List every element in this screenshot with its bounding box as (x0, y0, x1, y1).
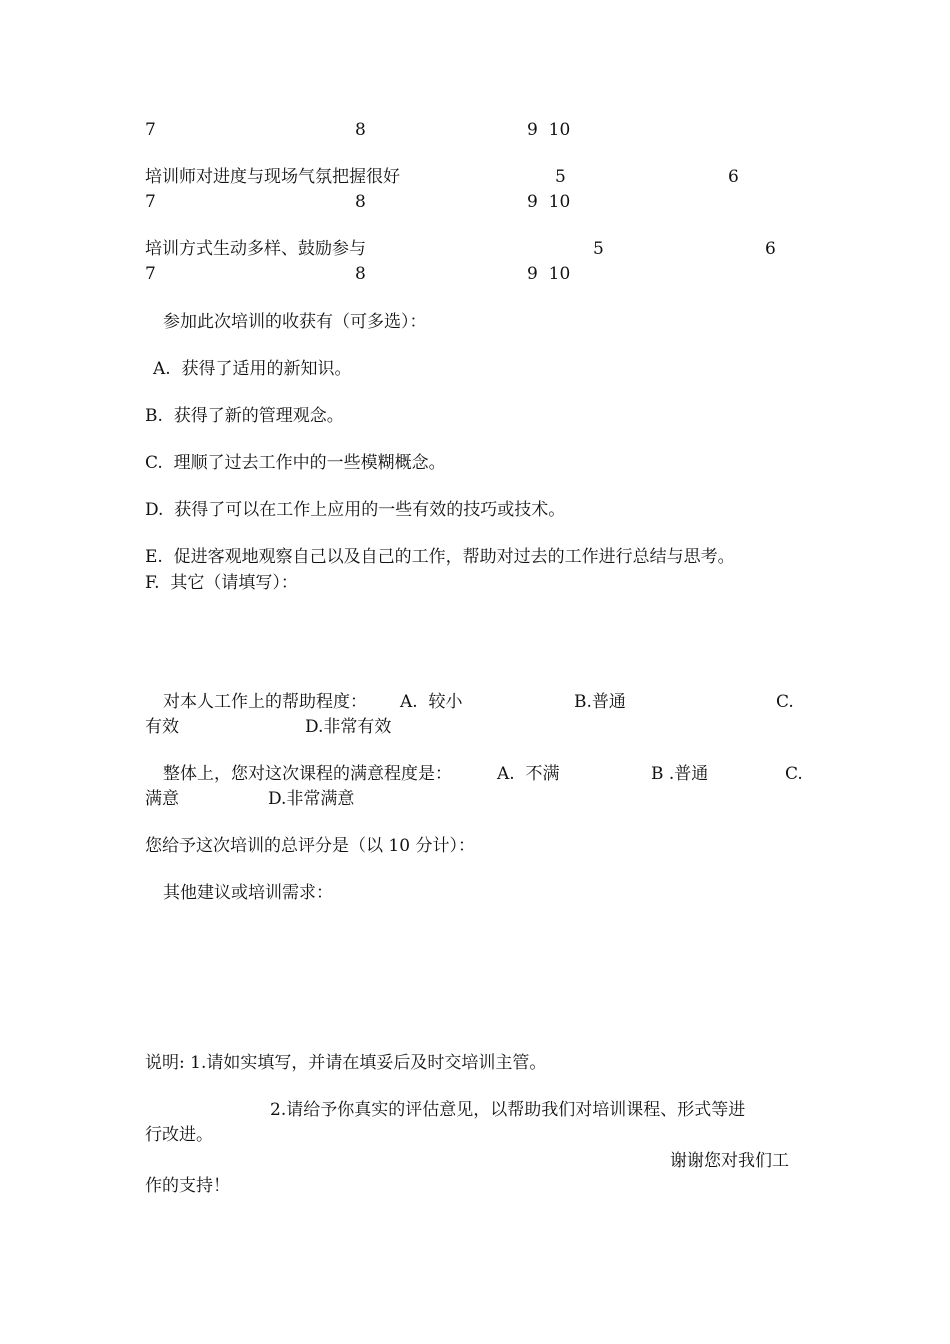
rating-row-2-v7: 7 (145, 264, 156, 284)
satisfaction-question: 整体上，您对这次课程的满意程度是： (163, 764, 452, 784)
rating-row-2-label: 培训方式生动多样、鼓励参与 (145, 239, 366, 259)
gains-option-e: E. 促进客观地观察自己以及自己的工作，帮助对过去的工作进行总结与思考。 (145, 547, 735, 567)
gains-option-b: B. 获得了新的管理观念。 (145, 406, 344, 426)
rating-row-1-v8: 8 (355, 192, 366, 212)
help-degree-option-b: B.普通 (574, 692, 626, 712)
note-2-line-2: 行改进。 (145, 1125, 213, 1145)
gains-option-a: A. 获得了适用的新知识。 (153, 359, 352, 379)
help-degree-option-c: C. (776, 692, 794, 712)
help-degree-option-d: D.非常有效 (305, 717, 392, 737)
satisfaction-option-d: D.非常满意 (268, 789, 355, 809)
rating-row-1-v5: 5 (555, 167, 566, 187)
total-score-question: 您给予这次培训的总评分是（以 10 分计）： (145, 836, 475, 856)
rating-row-2-v8: 8 (355, 264, 366, 284)
rating-row-0-v8: 8 (355, 120, 366, 140)
gains-option-f: F. 其它（请填写）： (145, 573, 298, 593)
gains-option-c: C. 理顺了过去工作中的一些模糊概念。 (145, 453, 446, 473)
satisfaction-option-c-text: 满意 (145, 789, 179, 809)
note-1: 说明: 1.请如实填写，并请在填妥后及时交培训主管。 (145, 1053, 547, 1073)
gains-option-d: D. 获得了可以在工作上应用的一些有效的技巧或技术。 (145, 500, 566, 520)
rating-row-1-v9-10: 9 10 (527, 192, 571, 212)
rating-row-1-label: 培训师对进度与现场气氛把握很好 (145, 167, 400, 187)
rating-row-2-v9-10: 9 10 (527, 264, 571, 284)
rating-row-2-v5: 5 (593, 239, 604, 259)
thanks-line-1: 谢谢您对我们工 (670, 1151, 789, 1171)
thanks-line-2: 作的支持！ (145, 1176, 230, 1196)
satisfaction-option-a: A. 不满 (497, 764, 560, 784)
rating-row-2-v6: 6 (765, 239, 776, 259)
gains-question: 参加此次培训的收获有（可多选）： (163, 312, 427, 332)
note-2-line-1: 2.请给予你真实的评估意见，以帮助我们对培训课程、形式等进 (270, 1100, 746, 1120)
rating-row-0-v9-10: 9 10 (527, 120, 571, 140)
rating-row-1-v6: 6 (728, 167, 739, 187)
rating-row-0-v7: 7 (145, 120, 156, 140)
help-degree-option-c-text: 有效 (145, 717, 179, 737)
satisfaction-option-c: C. (785, 764, 803, 784)
rating-row-1-v7: 7 (145, 192, 156, 212)
suggestions-question: 其他建议或培训需求： (163, 883, 333, 903)
help-degree-question: 对本人工作上的帮助程度： (163, 692, 367, 712)
satisfaction-option-b: B .普通 (651, 764, 709, 784)
help-degree-option-a: A. 较小 (400, 692, 463, 712)
